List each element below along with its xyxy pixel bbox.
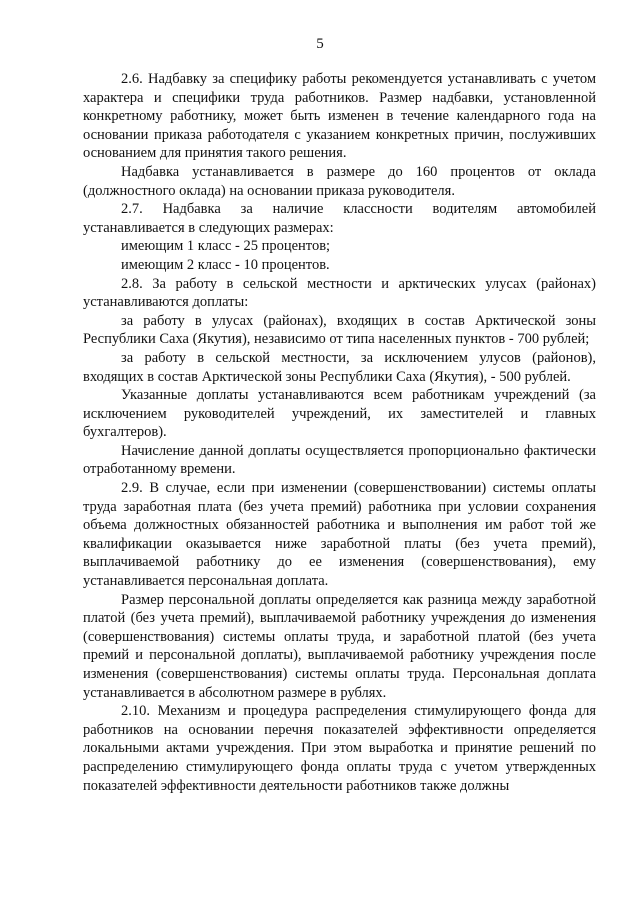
paragraph-2-8: 2.8. За работу в сельской местности и арктических улусах (районах) устанавливаются доплаты: [83,275,596,311]
paragraph-bonus-size: Надбавка устанавливается в размере до 160 процентов от оклада (должностного оклада) на основании приказа руководителя. [83,163,596,199]
paragraph-personal-payment: Размер персональной доплаты определяется как разница между заработной платой (без учета премий), выплачиваемой работнику учреждения до изменения (совершенствования) системы оплаты труда, и заработной платой (без учета премий и персональной доплаты), выплачиваемой работнику учреждения после изменения (совершенствования) системы оплаты труда. Персональная доплата устанавливается в абсолютном размере в рублях. [83,591,596,701]
list-item-arctic-zone: за работу в улусах (районах), входящих в состав Арктической зоны Республики Саха (Якутия), независимо от типа населенных пунктов - 700 рублей; [83,312,596,348]
paragraph-2-10: 2.10. Механизм и процедура распределения стимулирующего фонда для работников на основании перечня показателей эффективности определяется локальными актами учреждения. При этом выработка и принятие решений по распределению стимулирующего фонда оплаты труда с учетом утвержденных показателей эффективности деятельности работников также должны [83,703,596,794]
list-item-rural-area: за работу в сельской местности, за исключением улусов (районов), входящих в состав Арктической зоны Республики Саха (Якутия), - 500 рублей. [83,349,596,385]
paragraph-2-9: 2.9. В случае, если при изменении (совершенствовании) системы оплаты труда заработная плата (без учета премий) работника при условии сохранения объема должностных обязанностей работника и выполнения им работ той же квалификации оказывается ниже заработной платы (без учета премий), выплачиваемой работнику до ее изменения (совершенствования), ему устанавливается персональная доплата. [83,480,596,590]
list-item-class-1: имеющим 1 класс - 25 процентов; [121,238,331,255]
paragraph-payments-scope: Указанные доплаты устанавливаются всем работникам учреждений (за исключением руководителей учреждений, их заместителей и главных бухгалтеров). [83,387,596,441]
paragraph-2-6: 2.6. Надбавку за специфику работы рекомендуется устанавливать с учетом характера и специфики труда работников. Размер надбавки, установленной конкретному работнику, может быть изменен в течение календарного года на основании приказа работодателя с указанием конкретных причин, послуживших основанием для принятия такого решения. [83,71,596,162]
paragraph-payment-calculation: Начисление данной доплаты осуществляется пропорционально фактически отработанному времени. [83,442,596,478]
paragraph-2-7: 2.7. Надбавка за наличие классности водителям автомобилей устанавливается в следующих размерах: [83,201,596,236]
page-number: 5 [316,36,324,52]
document-body [83,70,596,795]
list-item-class-2: имеющим 2 класс - 10 процентов. [121,256,330,273]
